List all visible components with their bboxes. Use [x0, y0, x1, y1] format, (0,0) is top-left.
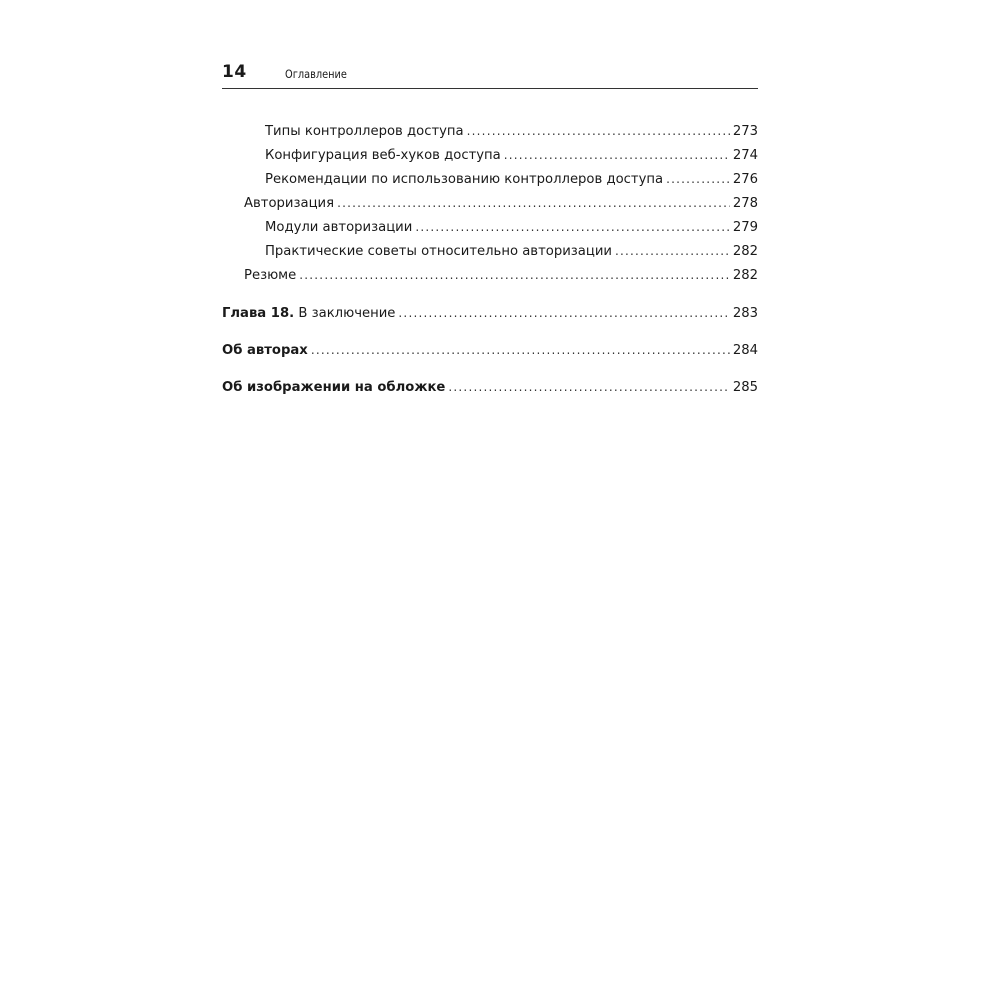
- running-title: Оглавление: [285, 67, 347, 81]
- toc-entry-page: 274: [732, 148, 758, 163]
- toc-entry-label: Авторизация: [244, 196, 335, 211]
- toc-entry-title: Об авторах: [222, 343, 308, 358]
- toc-entry-label: Практические советы относительно авторизации: [265, 244, 612, 259]
- toc-entry-page: 282: [732, 268, 758, 283]
- toc-leader-dots: [467, 124, 730, 138]
- toc-entry: [222, 148, 758, 172]
- toc-chapter-title: В заключение: [298, 306, 396, 321]
- toc-leader-dots: [504, 148, 730, 162]
- toc-leader-dots: [666, 172, 730, 186]
- toc-chapter-number: Глава 18.: [222, 306, 295, 321]
- toc-entry-page: 276: [732, 172, 758, 187]
- toc-entry-label: [222, 306, 398, 321]
- page-header: [222, 60, 758, 89]
- toc-leader-dots: [299, 268, 730, 282]
- toc-entry-page: 279: [732, 220, 758, 235]
- toc-leader-dots: [448, 380, 729, 394]
- toc-entry: [222, 172, 758, 196]
- toc-entry: [222, 244, 758, 268]
- toc-chapter-entry: [222, 306, 758, 330]
- toc-entry-cover-image: [222, 380, 758, 404]
- toc-entry: [222, 196, 758, 220]
- table-of-contents: [222, 124, 758, 404]
- toc-leader-dots: [337, 196, 730, 210]
- toc-leader-dots: [398, 306, 729, 320]
- toc-leader-dots: [415, 220, 730, 234]
- page-number: 14: [222, 62, 247, 82]
- toc-entry-label: Конфигурация веб-хуков доступа: [265, 148, 501, 163]
- toc-entry-page: 282: [732, 244, 758, 259]
- toc-entry-label: Типы контроллеров доступа: [265, 124, 464, 139]
- toc-leader-dots: [311, 343, 730, 357]
- toc-entry-label: [222, 380, 448, 395]
- toc-entry-page: 285: [732, 380, 758, 395]
- toc-entry-about-authors: [222, 343, 758, 367]
- toc-entry-label: Рекомендации по использованию контроллеров доступа: [265, 172, 664, 187]
- toc-leader-dots: [615, 244, 730, 258]
- toc-entry-page: 278: [732, 196, 758, 211]
- toc-entry-label: Резюме: [244, 268, 297, 283]
- toc-entry: [222, 268, 758, 292]
- toc-entry-title: Об изображении на обложке: [222, 380, 446, 395]
- toc-entry: [222, 220, 758, 244]
- toc-entry-label: [222, 343, 311, 358]
- toc-entry-label: Модули авторизации: [265, 220, 413, 235]
- toc-entry: [222, 124, 758, 148]
- toc-entry-page: 273: [732, 124, 758, 139]
- toc-entry-page: 284: [732, 343, 758, 358]
- toc-entry-page: 283: [732, 306, 758, 321]
